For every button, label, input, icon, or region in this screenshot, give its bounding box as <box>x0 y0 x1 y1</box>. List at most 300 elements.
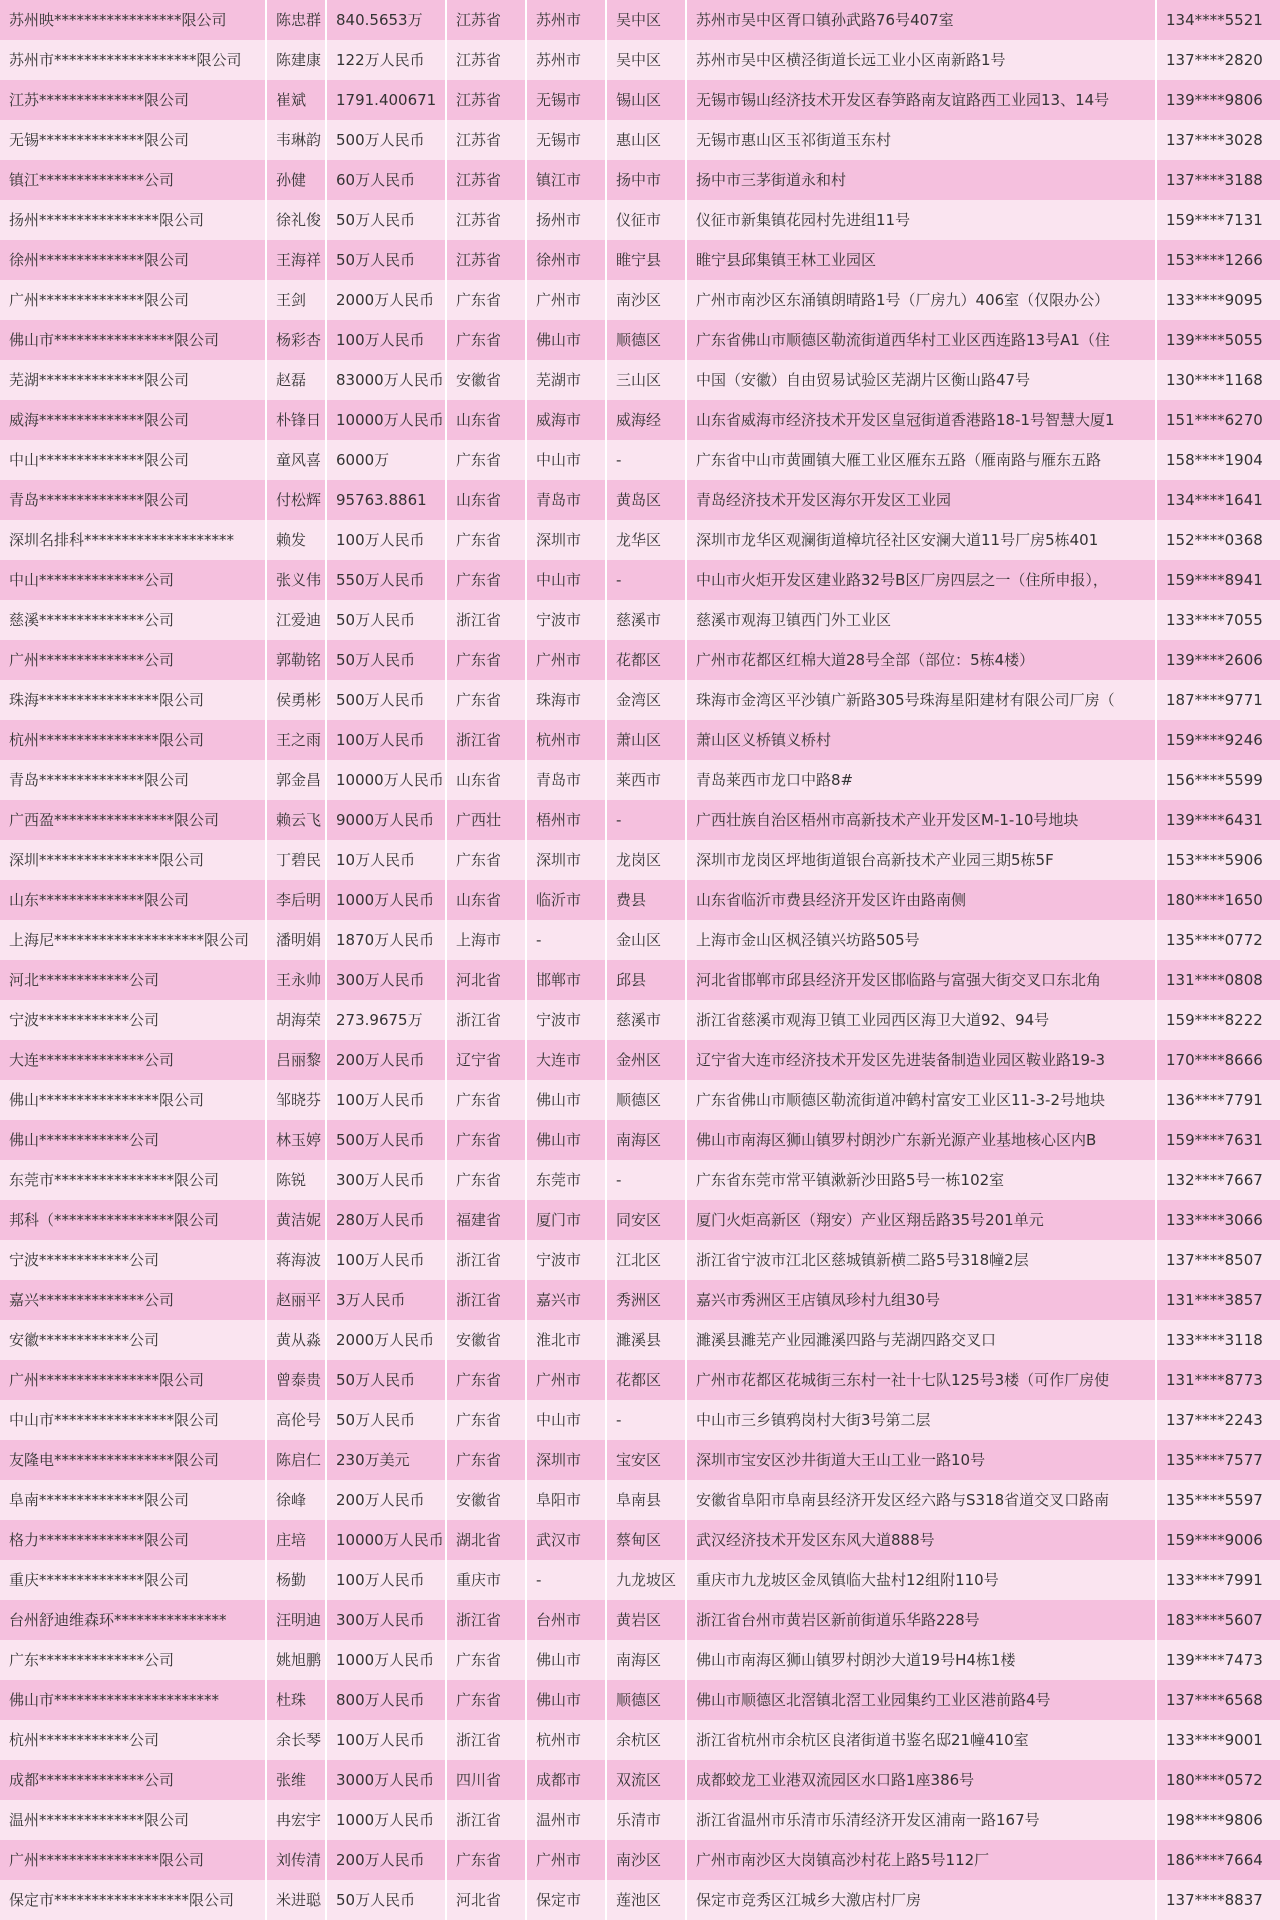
table-row <box>0 1360 1280 1400</box>
registered-capital-cell: 10000万人民币 <box>326 1520 446 1560</box>
district-cell: 仪征市 <box>606 200 686 240</box>
registered-capital-cell: 200万人民币 <box>326 1840 446 1880</box>
address-cell: 浙江省温州市乐清市乐清经济开发区浦南一路167号 <box>686 1800 1156 1840</box>
city-cell: 深圳市 <box>526 840 606 880</box>
company-name-cell: 苏州市*******************限公司 <box>0 40 266 80</box>
phone-cell: 136****7791 <box>1156 1080 1280 1120</box>
phone-cell: 156****5599 <box>1156 760 1280 800</box>
district-cell: 三山区 <box>606 360 686 400</box>
province-cell: 山东省 <box>446 760 526 800</box>
registered-capital-cell: 230万美元 <box>326 1440 446 1480</box>
district-cell: 金山区 <box>606 920 686 960</box>
district-cell: - <box>606 560 686 600</box>
phone-cell: 153****1266 <box>1156 240 1280 280</box>
district-cell: 蔡甸区 <box>606 1520 686 1560</box>
table-row <box>0 40 1280 80</box>
address-cell: 广西壮族自治区梧州市高新技术产业开发区M-1-10号地块 <box>686 800 1156 840</box>
phone-cell: 135****7577 <box>1156 1440 1280 1480</box>
address-cell: 广州市南沙区东涌镇朗晴路1号（厂房九）406室（仅限办公） <box>686 280 1156 320</box>
company-name-cell: 台州舒迪维森环*************** <box>0 1600 266 1640</box>
legal-person-cell: 张义伟 <box>266 560 326 600</box>
phone-cell: 131****8773 <box>1156 1360 1280 1400</box>
phone-cell: 131****0808 <box>1156 960 1280 1000</box>
table-row <box>0 1560 1280 1600</box>
table-row <box>0 520 1280 560</box>
phone-cell: 133****3118 <box>1156 1320 1280 1360</box>
company-name-cell: 徐州**************限公司 <box>0 240 266 280</box>
district-cell: 宝安区 <box>606 1440 686 1480</box>
company-name-cell: 河北************公司 <box>0 960 266 1000</box>
address-cell: 浙江省杭州市余杭区良渚街道书鉴名邸21幢410室 <box>686 1720 1156 1760</box>
address-cell: 广东省东莞市常平镇漱新沙田路5号一栋102室 <box>686 1160 1156 1200</box>
phone-cell: 137****8507 <box>1156 1240 1280 1280</box>
company-name-cell: 广东**************公司 <box>0 1640 266 1680</box>
legal-person-cell: 赵丽平 <box>266 1280 326 1320</box>
city-cell: 徐州市 <box>526 240 606 280</box>
city-cell: - <box>526 920 606 960</box>
district-cell: 江北区 <box>606 1240 686 1280</box>
address-cell: 萧山区义桥镇义桥村 <box>686 720 1156 760</box>
phone-cell: 151****6270 <box>1156 400 1280 440</box>
city-cell: 苏州市 <box>526 40 606 80</box>
province-cell: 广东省 <box>446 520 526 560</box>
address-cell: 佛山市南海区狮山镇罗村朗沙广东新光源产业基地核心区内B <box>686 1120 1156 1160</box>
address-cell: 山东省临沂市费县经济开发区许由路南侧 <box>686 880 1156 920</box>
company-name-cell: 无锡**************限公司 <box>0 120 266 160</box>
phone-cell: 159****8222 <box>1156 1000 1280 1040</box>
registered-capital-cell: 100万人民币 <box>326 720 446 760</box>
phone-cell: 137****2820 <box>1156 40 1280 80</box>
registered-capital-cell: 300万人民币 <box>326 1160 446 1200</box>
legal-person-cell: 冉宏宇 <box>266 1800 326 1840</box>
district-cell: 双流区 <box>606 1760 686 1800</box>
province-cell: 重庆市 <box>446 1560 526 1600</box>
phone-cell: 137****8837 <box>1156 1880 1280 1920</box>
province-cell: 广东省 <box>446 1400 526 1440</box>
registered-capital-cell: 100万人民币 <box>326 1240 446 1280</box>
company-name-cell: 中山**************公司 <box>0 560 266 600</box>
province-cell: 广西壮 <box>446 800 526 840</box>
city-cell: 佛山市 <box>526 1080 606 1120</box>
phone-cell: 139****2606 <box>1156 640 1280 680</box>
address-cell: 广东省佛山市顺德区勒流街道西华村工业区西连路13号A1（住 <box>686 320 1156 360</box>
registered-capital-cell: 9000万人民币 <box>326 800 446 840</box>
table-row <box>0 600 1280 640</box>
phone-cell: 180****1650 <box>1156 880 1280 920</box>
address-cell: 山东省威海市经济技术开发区皇冠街道香港路18-1号智慧大厦1 <box>686 400 1156 440</box>
address-cell: 中山市火炬开发区建业路32号B区厂房四层之一（住所申报）， <box>686 560 1156 600</box>
legal-person-cell: 邹晓芬 <box>266 1080 326 1120</box>
district-cell: 吴中区 <box>606 40 686 80</box>
address-cell: 佛山市南海区狮山镇罗村朗沙大道19号H4栋1楼 <box>686 1640 1156 1680</box>
company-name-cell: 温州**************限公司 <box>0 1800 266 1840</box>
registered-capital-cell: 1000万人民币 <box>326 1800 446 1840</box>
province-cell: 广东省 <box>446 1640 526 1680</box>
registered-capital-cell: 122万人民币 <box>326 40 446 80</box>
phone-cell: 159****9246 <box>1156 720 1280 760</box>
registered-capital-cell: 200万人民币 <box>326 1480 446 1520</box>
table-row <box>0 760 1280 800</box>
province-cell: 河北省 <box>446 960 526 1000</box>
city-cell: 深圳市 <box>526 1440 606 1480</box>
address-cell: 珠海市金湾区平沙镇广新路305号珠海星阳建材有限公司厂房（ <box>686 680 1156 720</box>
legal-person-cell: 潘明娟 <box>266 920 326 960</box>
district-cell: 龙华区 <box>606 520 686 560</box>
phone-cell: 139****5055 <box>1156 320 1280 360</box>
registered-capital-cell: 100万人民币 <box>326 1080 446 1120</box>
legal-person-cell: 陈忠群 <box>266 0 326 40</box>
phone-cell: 133****9095 <box>1156 280 1280 320</box>
address-cell: 武汉经济技术开发区东风大道888号 <box>686 1520 1156 1560</box>
province-cell: 广东省 <box>446 840 526 880</box>
city-cell: 佛山市 <box>526 1640 606 1680</box>
district-cell: 黄岩区 <box>606 1600 686 1640</box>
table-row <box>0 400 1280 440</box>
city-cell: 温州市 <box>526 1800 606 1840</box>
legal-person-cell: 黄洁妮 <box>266 1200 326 1240</box>
address-cell: 无锡市惠山区玉祁街道玉东村 <box>686 120 1156 160</box>
legal-person-cell: 林玉婷 <box>266 1120 326 1160</box>
district-cell: 金州区 <box>606 1040 686 1080</box>
address-cell: 广东省佛山市顺德区勒流街道冲鹤村富安工业区11-3-2号地块 <box>686 1080 1156 1120</box>
legal-person-cell: 陈建康 <box>266 40 326 80</box>
registered-capital-cell: 50万人民币 <box>326 240 446 280</box>
city-cell: 嘉兴市 <box>526 1280 606 1320</box>
legal-person-cell: 杜珠 <box>266 1680 326 1720</box>
province-cell: 福建省 <box>446 1200 526 1240</box>
registered-capital-cell: 95763.8861 <box>326 480 446 520</box>
registered-capital-cell: 83000万人民币 <box>326 360 446 400</box>
city-cell: 无锡市 <box>526 80 606 120</box>
company-name-cell: 保定市******************限公司 <box>0 1880 266 1920</box>
address-cell: 苏州市吴中区胥口镇孙武路76号407室 <box>686 0 1156 40</box>
city-cell: 广州市 <box>526 640 606 680</box>
province-cell: 江苏省 <box>446 200 526 240</box>
province-cell: 浙江省 <box>446 1720 526 1760</box>
registered-capital-cell: 500万人民币 <box>326 680 446 720</box>
province-cell: 浙江省 <box>446 1240 526 1280</box>
legal-person-cell: 孙健 <box>266 160 326 200</box>
province-cell: 河北省 <box>446 1880 526 1920</box>
province-cell: 山东省 <box>446 400 526 440</box>
city-cell: 佛山市 <box>526 320 606 360</box>
phone-cell: 180****0572 <box>1156 1760 1280 1800</box>
legal-person-cell: 余长琴 <box>266 1720 326 1760</box>
company-name-cell: 扬州****************限公司 <box>0 200 266 240</box>
table-row <box>0 680 1280 720</box>
legal-person-cell: 付松辉 <box>266 480 326 520</box>
city-cell: - <box>526 1560 606 1600</box>
table-row <box>0 240 1280 280</box>
address-cell: 青岛莱西市龙口中路8# <box>686 760 1156 800</box>
province-cell: 山东省 <box>446 480 526 520</box>
city-cell: 中山市 <box>526 440 606 480</box>
address-cell: 浙江省慈溪市观海卫镇工业园西区海卫大道92、94号 <box>686 1000 1156 1040</box>
company-name-cell: 山东**************限公司 <box>0 880 266 920</box>
phone-cell: 135****0772 <box>1156 920 1280 960</box>
company-name-cell: 广西盈****************限公司 <box>0 800 266 840</box>
address-cell: 上海市金山区枫泾镇兴坊路505号 <box>686 920 1156 960</box>
address-cell: 保定市竞秀区江城乡大激店村厂房 <box>686 1880 1156 1920</box>
registered-capital-cell: 300万人民币 <box>326 1600 446 1640</box>
province-cell: 江苏省 <box>446 40 526 80</box>
table-row <box>0 1160 1280 1200</box>
registered-capital-cell: 1000万人民币 <box>326 880 446 920</box>
registered-capital-cell: 800万人民币 <box>326 1680 446 1720</box>
legal-person-cell: 王海祥 <box>266 240 326 280</box>
table-row <box>0 1760 1280 1800</box>
address-cell: 睢宁县邱集镇王林工业园区 <box>686 240 1156 280</box>
address-cell: 嘉兴市秀洲区王店镇凤珍村九组30号 <box>686 1280 1156 1320</box>
table-row <box>0 920 1280 960</box>
phone-cell: 134****1641 <box>1156 480 1280 520</box>
legal-person-cell: 江爱迪 <box>266 600 326 640</box>
address-cell: 佛山市顺德区北滘镇北滘工业园集约工业区港前路4号 <box>686 1680 1156 1720</box>
city-cell: 邯郸市 <box>526 960 606 1000</box>
phone-cell: 133****7055 <box>1156 600 1280 640</box>
company-name-cell: 佛山************公司 <box>0 1120 266 1160</box>
phone-cell: 137****2243 <box>1156 1400 1280 1440</box>
phone-cell: 137****3028 <box>1156 120 1280 160</box>
address-cell: 慈溪市观海卫镇西门外工业区 <box>686 600 1156 640</box>
city-cell: 杭州市 <box>526 720 606 760</box>
phone-cell: 139****7473 <box>1156 1640 1280 1680</box>
company-name-cell: 威海**************限公司 <box>0 400 266 440</box>
province-cell: 广东省 <box>446 1680 526 1720</box>
registered-capital-cell: 50万人民币 <box>326 640 446 680</box>
company-name-cell: 嘉兴**************公司 <box>0 1280 266 1320</box>
company-name-cell: 芜湖**************限公司 <box>0 360 266 400</box>
legal-person-cell: 徐峰 <box>266 1480 326 1520</box>
legal-person-cell: 胡海荣 <box>266 1000 326 1040</box>
district-cell: 莲池区 <box>606 1880 686 1920</box>
province-cell: 江苏省 <box>446 0 526 40</box>
legal-person-cell: 曾泰贵 <box>266 1360 326 1400</box>
table-row <box>0 560 1280 600</box>
province-cell: 山东省 <box>446 880 526 920</box>
phone-cell: 139****6431 <box>1156 800 1280 840</box>
city-cell: 芜湖市 <box>526 360 606 400</box>
table-row <box>0 1240 1280 1280</box>
table-row <box>0 1120 1280 1160</box>
company-name-cell: 格力**************限公司 <box>0 1520 266 1560</box>
district-cell: - <box>606 440 686 480</box>
district-cell: 黄岛区 <box>606 480 686 520</box>
address-cell: 成都蛟龙工业港双流园区水口路1座386号 <box>686 1760 1156 1800</box>
city-cell: 中山市 <box>526 560 606 600</box>
registered-capital-cell: 10000万人民币 <box>326 760 446 800</box>
district-cell: 花都区 <box>606 1360 686 1400</box>
city-cell: 广州市 <box>526 280 606 320</box>
table-row <box>0 480 1280 520</box>
phone-cell: 158****1904 <box>1156 440 1280 480</box>
district-cell: 吴中区 <box>606 0 686 40</box>
district-cell: 顺德区 <box>606 320 686 360</box>
phone-cell: 137****3188 <box>1156 160 1280 200</box>
registered-capital-cell: 840.5653万 <box>326 0 446 40</box>
address-cell: 青岛经济技术开发区海尔开发区工业园 <box>686 480 1156 520</box>
phone-cell: 159****8941 <box>1156 560 1280 600</box>
table-row <box>0 80 1280 120</box>
address-cell: 深圳市宝安区沙井街道大王山工业一路10号 <box>686 1440 1156 1480</box>
address-cell: 中山市三乡镇鸦岗村大街3号第二层 <box>686 1400 1156 1440</box>
address-cell: 仪征市新集镇花园村先进组11号 <box>686 200 1156 240</box>
registered-capital-cell: 200万人民币 <box>326 1040 446 1080</box>
address-cell: 河北省邯郸市邱县经济开发区邯临路与富强大街交叉口东北角 <box>686 960 1156 1000</box>
province-cell: 安徽省 <box>446 1480 526 1520</box>
province-cell: 广东省 <box>446 1840 526 1880</box>
registered-capital-cell: 550万人民币 <box>326 560 446 600</box>
legal-person-cell: 刘传清 <box>266 1840 326 1880</box>
province-cell: 广东省 <box>446 1080 526 1120</box>
province-cell: 江苏省 <box>446 120 526 160</box>
city-cell: 临沂市 <box>526 880 606 920</box>
city-cell: 苏州市 <box>526 0 606 40</box>
address-cell: 濉溪县濉芜产业园濉溪四路与芜湖四路交叉口 <box>686 1320 1156 1360</box>
province-cell: 浙江省 <box>446 1600 526 1640</box>
city-cell: 中山市 <box>526 1400 606 1440</box>
province-cell: 广东省 <box>446 1360 526 1400</box>
table-row <box>0 840 1280 880</box>
table-row <box>0 1840 1280 1880</box>
registered-capital-cell: 500万人民币 <box>326 120 446 160</box>
registered-capital-cell: 100万人民币 <box>326 1720 446 1760</box>
registered-capital-cell: 50万人民币 <box>326 1400 446 1440</box>
district-cell: 乐清市 <box>606 1800 686 1840</box>
company-name-cell: 东莞市****************限公司 <box>0 1160 266 1200</box>
table-row <box>0 320 1280 360</box>
city-cell: 威海市 <box>526 400 606 440</box>
legal-person-cell: 蒋海波 <box>266 1240 326 1280</box>
city-cell: 青岛市 <box>526 760 606 800</box>
phone-cell: 170****8666 <box>1156 1040 1280 1080</box>
district-cell: 锡山区 <box>606 80 686 120</box>
province-cell: 浙江省 <box>446 600 526 640</box>
registered-capital-cell: 300万人民币 <box>326 960 446 1000</box>
table-row <box>0 1720 1280 1760</box>
city-cell: 武汉市 <box>526 1520 606 1560</box>
district-cell: 扬中市 <box>606 160 686 200</box>
address-cell: 安徽省阜阳市阜南县经济开发区经六路与S318省道交叉口路南 <box>686 1480 1156 1520</box>
registered-capital-cell: 273.9675万 <box>326 1000 446 1040</box>
registered-capital-cell: 2000万人民币 <box>326 1320 446 1360</box>
registered-capital-cell: 50万人民币 <box>326 600 446 640</box>
district-cell: 南沙区 <box>606 1840 686 1880</box>
phone-cell: 159****9006 <box>1156 1520 1280 1560</box>
registered-capital-cell: 2000万人民币 <box>326 280 446 320</box>
table-row <box>0 800 1280 840</box>
city-cell: 宁波市 <box>526 1000 606 1040</box>
province-cell: 辽宁省 <box>446 1040 526 1080</box>
address-cell: 重庆市九龙坡区金凤镇临大盐村12组附110号 <box>686 1560 1156 1600</box>
company-name-cell: 安徽************公司 <box>0 1320 266 1360</box>
district-cell: 邱县 <box>606 960 686 1000</box>
phone-cell: 187****9771 <box>1156 680 1280 720</box>
address-cell: 无锡市锡山经济技术开发区春笋路南友谊路西工业园13、14号 <box>686 80 1156 120</box>
company-name-cell: 青岛**************限公司 <box>0 480 266 520</box>
company-name-cell: 佛山****************限公司 <box>0 1080 266 1120</box>
district-cell: - <box>606 800 686 840</box>
company-name-cell: 中山市****************限公司 <box>0 1400 266 1440</box>
company-name-cell: 慈溪**************公司 <box>0 600 266 640</box>
registered-capital-cell: 6000万 <box>326 440 446 480</box>
company-name-cell: 邦科（****************限公司 <box>0 1200 266 1240</box>
district-cell: 萧山区 <box>606 720 686 760</box>
table-row <box>0 1640 1280 1680</box>
legal-person-cell: 高伦号 <box>266 1400 326 1440</box>
table-row <box>0 440 1280 480</box>
province-cell: 江苏省 <box>446 240 526 280</box>
legal-person-cell: 米进聪 <box>266 1880 326 1920</box>
legal-person-cell: 杨勤 <box>266 1560 326 1600</box>
legal-person-cell: 徐礼俊 <box>266 200 326 240</box>
city-cell: 大连市 <box>526 1040 606 1080</box>
table-row <box>0 960 1280 1000</box>
phone-cell: 130****1168 <box>1156 360 1280 400</box>
district-cell: 南沙区 <box>606 280 686 320</box>
registered-capital-cell: 60万人民币 <box>326 160 446 200</box>
province-cell: 江苏省 <box>446 80 526 120</box>
company-name-cell: 大连**************公司 <box>0 1040 266 1080</box>
address-cell: 浙江省宁波市江北区慈城镇新横二路5号318幢2层 <box>686 1240 1156 1280</box>
address-cell: 苏州市吴中区横泾街道长远工业小区南新路1号 <box>686 40 1156 80</box>
legal-person-cell: 汪明迪 <box>266 1600 326 1640</box>
company-name-cell: 深圳****************限公司 <box>0 840 266 880</box>
table-row <box>0 1400 1280 1440</box>
city-cell: 保定市 <box>526 1880 606 1920</box>
province-cell: 广东省 <box>446 1120 526 1160</box>
legal-person-cell: 杨彩杏 <box>266 320 326 360</box>
legal-person-cell: 庄培 <box>266 1520 326 1560</box>
company-name-cell: 广州**************限公司 <box>0 280 266 320</box>
province-cell: 浙江省 <box>446 720 526 760</box>
table-row <box>0 120 1280 160</box>
table-row <box>0 1800 1280 1840</box>
phone-cell: 131****3857 <box>1156 1280 1280 1320</box>
registered-capital-cell: 100万人民币 <box>326 320 446 360</box>
table-row <box>0 720 1280 760</box>
company-name-cell: 重庆**************限公司 <box>0 1560 266 1600</box>
city-cell: 佛山市 <box>526 1680 606 1720</box>
registered-capital-cell: 280万人民币 <box>326 1200 446 1240</box>
phone-cell: 159****7631 <box>1156 1120 1280 1160</box>
phone-cell: 134****5521 <box>1156 0 1280 40</box>
company-name-cell: 阜南**************限公司 <box>0 1480 266 1520</box>
table-row <box>0 1200 1280 1240</box>
company-name-cell: 成都**************公司 <box>0 1760 266 1800</box>
company-name-cell: 青岛**************限公司 <box>0 760 266 800</box>
city-cell: 佛山市 <box>526 1120 606 1160</box>
district-cell: 睢宁县 <box>606 240 686 280</box>
city-cell: 成都市 <box>526 1760 606 1800</box>
city-cell: 镇江市 <box>526 160 606 200</box>
legal-person-cell: 侯勇彬 <box>266 680 326 720</box>
district-cell: - <box>606 1400 686 1440</box>
district-cell: 金湾区 <box>606 680 686 720</box>
phone-cell: 159****7131 <box>1156 200 1280 240</box>
registered-capital-cell: 10000万人民币 <box>326 400 446 440</box>
city-cell: 台州市 <box>526 1600 606 1640</box>
company-name-cell: 杭州****************限公司 <box>0 720 266 760</box>
legal-person-cell: 王永帅 <box>266 960 326 1000</box>
legal-person-cell: 姚旭鹏 <box>266 1640 326 1680</box>
city-cell: 厦门市 <box>526 1200 606 1240</box>
legal-person-cell: 郭金昌 <box>266 760 326 800</box>
company-name-cell: 江苏**************限公司 <box>0 80 266 120</box>
legal-person-cell: 朴锋日 <box>266 400 326 440</box>
company-name-cell: 广州****************限公司 <box>0 1360 266 1400</box>
registered-capital-cell: 3000万人民币 <box>326 1760 446 1800</box>
